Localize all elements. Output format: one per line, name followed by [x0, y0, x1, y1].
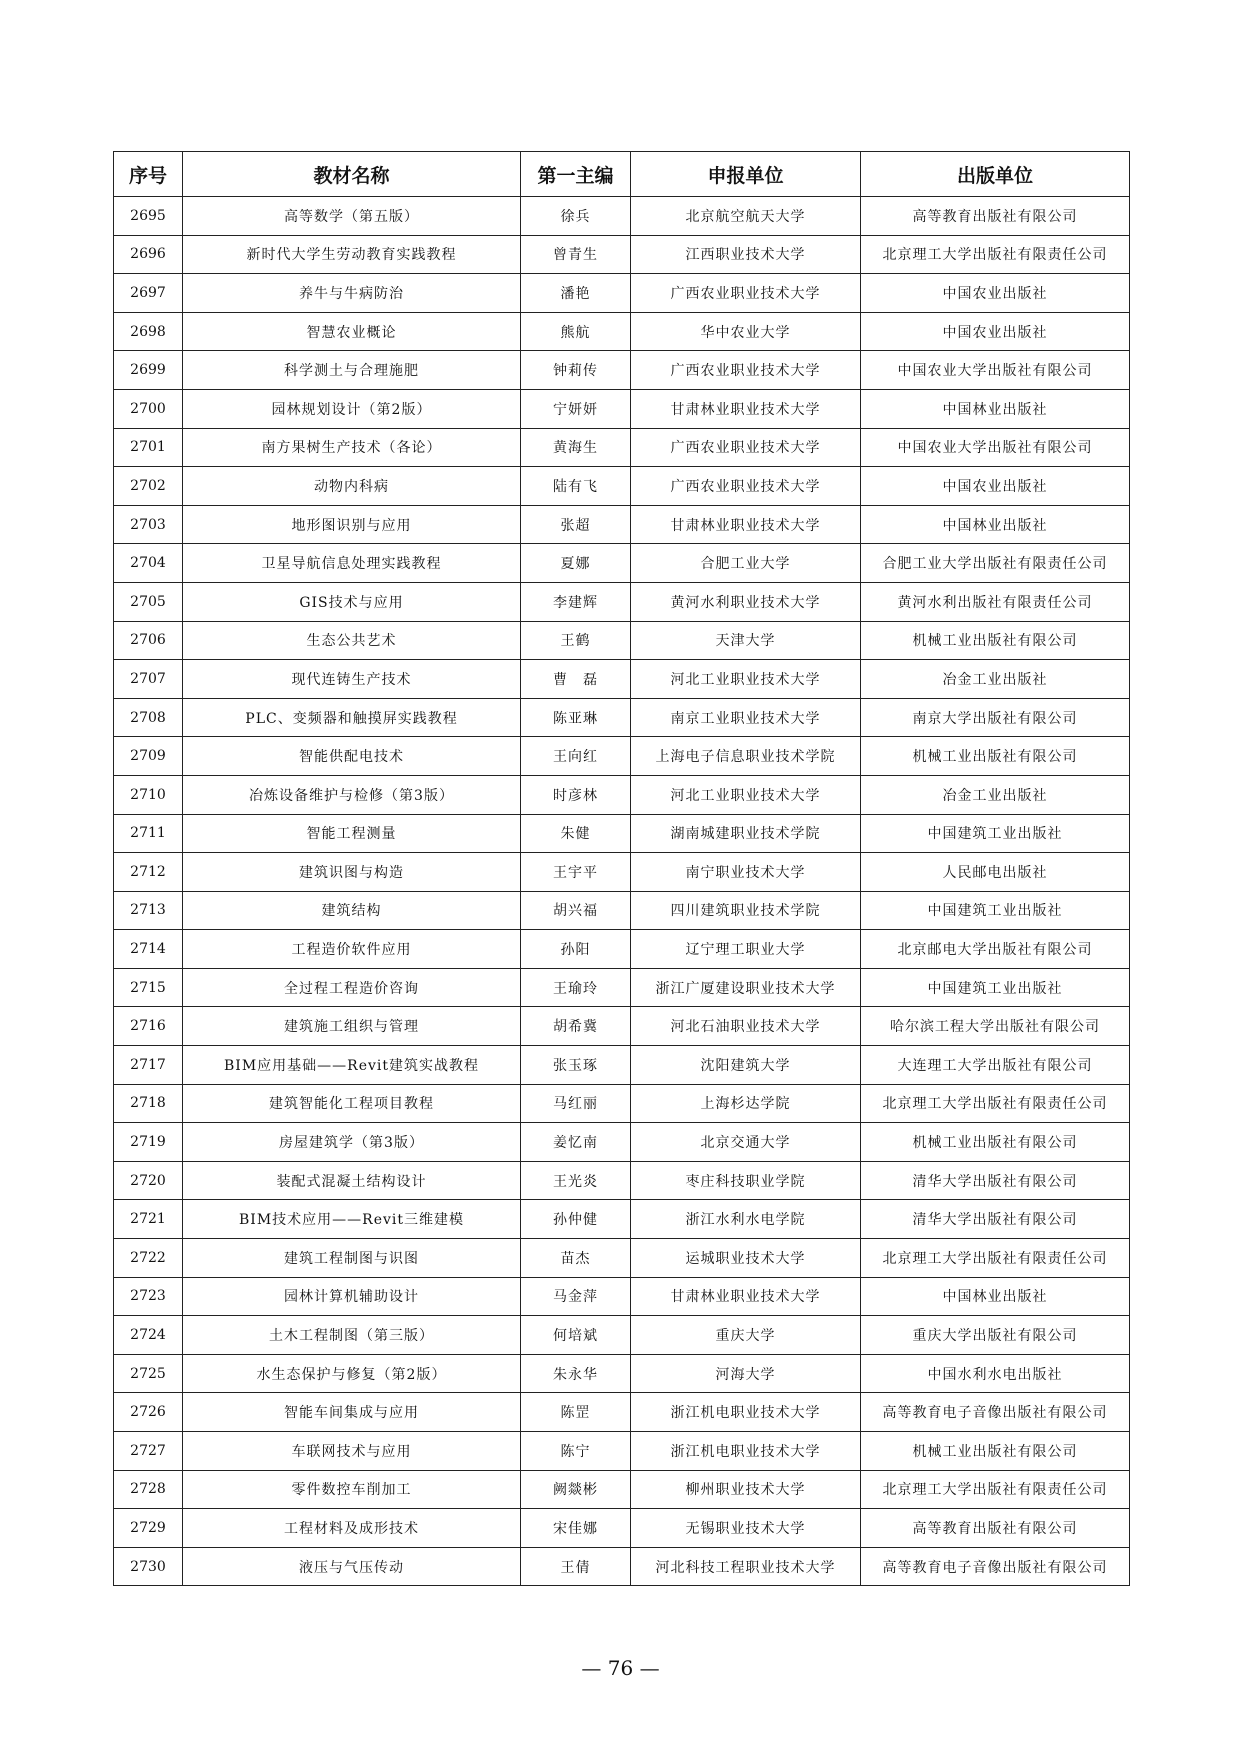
cell-textbook-title: 房屋建筑学（第3版） [183, 1123, 521, 1162]
table-row [114, 775, 1130, 814]
cell-chief-editor: 朱永华 [521, 1354, 631, 1393]
cell-chief-editor: 孙阳 [521, 930, 631, 969]
table-row [114, 1161, 1130, 1200]
cell-textbook-title: 零件数控车削加工 [183, 1470, 521, 1509]
cell-applying-institution: 浙江广厦建设职业技术大学 [631, 968, 861, 1007]
cell-publisher: 合肥工业大学出版社有限责任公司 [861, 544, 1130, 583]
cell-applying-institution: 广西农业职业技术大学 [631, 467, 861, 506]
table-row [114, 351, 1130, 390]
cell-publisher: 中国农业大学出版社有限公司 [861, 351, 1130, 390]
cell-chief-editor: 王倩 [521, 1547, 631, 1586]
cell-textbook-title: 建筑工程制图与识图 [183, 1239, 521, 1278]
table-row [114, 930, 1130, 969]
cell-applying-institution: 黄河水利职业技术大学 [631, 582, 861, 621]
cell-serial-number: 2713 [114, 891, 183, 930]
cell-publisher: 中国建筑工业出版社 [861, 891, 1130, 930]
cell-applying-institution: 北京交通大学 [631, 1123, 861, 1162]
cell-serial-number: 2730 [114, 1547, 183, 1586]
cell-applying-institution: 河北工业职业技术大学 [631, 775, 861, 814]
cell-chief-editor: 胡兴福 [521, 891, 631, 930]
cell-textbook-title: 现代连铸生产技术 [183, 660, 521, 699]
cell-chief-editor: 徐兵 [521, 197, 631, 236]
cell-applying-institution: 江西职业技术大学 [631, 235, 861, 274]
cell-publisher: 高等教育出版社有限公司 [861, 197, 1130, 236]
cell-publisher: 机械工业出版社有限公司 [861, 1432, 1130, 1471]
textbook-table [113, 151, 1130, 1586]
cell-serial-number: 2699 [114, 351, 183, 390]
cell-publisher: 中国农业出版社 [861, 274, 1130, 313]
cell-textbook-title: 建筑施工组织与管理 [183, 1007, 521, 1046]
cell-applying-institution: 四川建筑职业技术学院 [631, 891, 861, 930]
cell-chief-editor: 陈亚琳 [521, 698, 631, 737]
cell-chief-editor: 王鹤 [521, 621, 631, 660]
cell-applying-institution: 辽宁理工职业大学 [631, 930, 861, 969]
cell-serial-number: 2725 [114, 1354, 183, 1393]
cell-chief-editor: 张玉琢 [521, 1046, 631, 1085]
cell-serial-number: 2726 [114, 1393, 183, 1432]
cell-textbook-title: 园林规划设计（第2版） [183, 389, 521, 428]
table-row [114, 235, 1130, 274]
cell-chief-editor: 熊航 [521, 312, 631, 351]
cell-applying-institution: 华中农业大学 [631, 312, 861, 351]
cell-textbook-title: 智能车间集成与应用 [183, 1393, 521, 1432]
table-row [114, 1509, 1130, 1548]
cell-publisher: 黄河水利出版社有限责任公司 [861, 582, 1130, 621]
cell-serial-number: 2700 [114, 389, 183, 428]
table-row [114, 1354, 1130, 1393]
table-row [114, 274, 1130, 313]
cell-serial-number: 2701 [114, 428, 183, 467]
cell-publisher: 大连理工大学出版社有限公司 [861, 1046, 1130, 1085]
cell-textbook-title: PLC、变频器和触摸屏实践教程 [183, 698, 521, 737]
cell-serial-number: 2698 [114, 312, 183, 351]
cell-textbook-title: 南方果树生产技术（各论） [183, 428, 521, 467]
cell-applying-institution: 湖南城建职业技术学院 [631, 814, 861, 853]
cell-publisher: 北京理工大学出版社有限责任公司 [861, 235, 1130, 274]
cell-textbook-title: 地形图识别与应用 [183, 505, 521, 544]
cell-applying-institution: 甘肃林业职业技术大学 [631, 1277, 861, 1316]
cell-applying-institution: 上海杉达学院 [631, 1084, 861, 1123]
cell-textbook-title: 新时代大学生劳动教育实践教程 [183, 235, 521, 274]
table-row [114, 389, 1130, 428]
cell-serial-number: 2715 [114, 968, 183, 1007]
cell-applying-institution: 甘肃林业职业技术大学 [631, 389, 861, 428]
cell-textbook-title: 动物内科病 [183, 467, 521, 506]
table-body [114, 197, 1130, 1586]
cell-textbook-title: 装配式混凝土结构设计 [183, 1161, 521, 1200]
table-row [114, 698, 1130, 737]
cell-serial-number: 2717 [114, 1046, 183, 1085]
table-row [114, 505, 1130, 544]
cell-textbook-title: 工程造价软件应用 [183, 930, 521, 969]
cell-publisher: 机械工业出版社有限公司 [861, 1123, 1130, 1162]
cell-publisher: 高等教育出版社有限公司 [861, 1509, 1130, 1548]
table-row [114, 737, 1130, 776]
cell-serial-number: 2711 [114, 814, 183, 853]
cell-serial-number: 2720 [114, 1161, 183, 1200]
cell-chief-editor: 王向红 [521, 737, 631, 776]
cell-applying-institution: 运城职业技术大学 [631, 1239, 861, 1278]
table-row [114, 660, 1130, 699]
cell-applying-institution: 沈阳建筑大学 [631, 1046, 861, 1085]
cell-textbook-title: 生态公共艺术 [183, 621, 521, 660]
table-row [114, 197, 1130, 236]
cell-publisher: 冶金工业出版社 [861, 775, 1130, 814]
cell-publisher: 人民邮电出版社 [861, 853, 1130, 892]
cell-serial-number: 2716 [114, 1007, 183, 1046]
cell-applying-institution: 北京航空航天大学 [631, 197, 861, 236]
cell-applying-institution: 枣庄科技职业学院 [631, 1161, 861, 1200]
cell-chief-editor: 马红丽 [521, 1084, 631, 1123]
table-row [114, 1046, 1130, 1085]
cell-textbook-title: 智慧农业概论 [183, 312, 521, 351]
cell-applying-institution: 河北科技工程职业技术大学 [631, 1547, 861, 1586]
cell-applying-institution: 重庆大学 [631, 1316, 861, 1355]
cell-applying-institution: 合肥工业大学 [631, 544, 861, 583]
cell-applying-institution: 上海电子信息职业技术学院 [631, 737, 861, 776]
cell-serial-number: 2710 [114, 775, 183, 814]
cell-chief-editor: 马金萍 [521, 1277, 631, 1316]
cell-serial-number: 2695 [114, 197, 183, 236]
table-header [114, 152, 1130, 197]
cell-publisher: 清华大学出版社有限公司 [861, 1200, 1130, 1239]
cell-textbook-title: 建筑结构 [183, 891, 521, 930]
table-row [114, 582, 1130, 621]
cell-textbook-title: 智能工程测量 [183, 814, 521, 853]
table-row [114, 968, 1130, 1007]
cell-serial-number: 2696 [114, 235, 183, 274]
cell-publisher: 北京理工大学出版社有限责任公司 [861, 1239, 1130, 1278]
cell-publisher: 冶金工业出版社 [861, 660, 1130, 699]
header-row [114, 152, 1130, 197]
cell-textbook-title: 建筑识图与构造 [183, 853, 521, 892]
cell-publisher: 高等教育电子音像出版社有限公司 [861, 1393, 1130, 1432]
cell-textbook-title: 高等数学（第五版） [183, 197, 521, 236]
cell-chief-editor: 王光炎 [521, 1161, 631, 1200]
cell-textbook-title: 卫星导航信息处理实践教程 [183, 544, 521, 583]
table-row [114, 312, 1130, 351]
cell-serial-number: 2727 [114, 1432, 183, 1471]
cell-publisher: 北京理工大学出版社有限责任公司 [861, 1084, 1130, 1123]
cell-chief-editor: 李建辉 [521, 582, 631, 621]
table-row [114, 1007, 1130, 1046]
cell-publisher: 北京邮电大学出版社有限公司 [861, 930, 1130, 969]
cell-applying-institution: 广西农业职业技术大学 [631, 351, 861, 390]
cell-applying-institution: 广西农业职业技术大学 [631, 428, 861, 467]
cell-chief-editor: 阙燚彬 [521, 1470, 631, 1509]
cell-chief-editor: 时彦林 [521, 775, 631, 814]
cell-serial-number: 2707 [114, 660, 183, 699]
cell-textbook-title: 土木工程制图（第三版） [183, 1316, 521, 1355]
header-publisher: 出版单位 [861, 152, 1130, 197]
cell-chief-editor: 王瑜玲 [521, 968, 631, 1007]
cell-applying-institution: 河海大学 [631, 1354, 861, 1393]
table-row [114, 428, 1130, 467]
cell-textbook-title: 养牛与牛病防治 [183, 274, 521, 313]
cell-applying-institution: 浙江机电职业技术大学 [631, 1432, 861, 1471]
cell-chief-editor: 何培斌 [521, 1316, 631, 1355]
cell-chief-editor: 曹 磊 [521, 660, 631, 699]
cell-publisher: 哈尔滨工程大学出版社有限公司 [861, 1007, 1130, 1046]
cell-serial-number: 2714 [114, 930, 183, 969]
cell-publisher: 中国林业出版社 [861, 1277, 1130, 1316]
cell-textbook-title: 工程材料及成形技术 [183, 1509, 521, 1548]
cell-chief-editor: 陆有飞 [521, 467, 631, 506]
cell-publisher: 重庆大学出版社有限公司 [861, 1316, 1130, 1355]
cell-textbook-title: BIM技术应用——Revit三维建模 [183, 1200, 521, 1239]
cell-applying-institution: 浙江水利水电学院 [631, 1200, 861, 1239]
cell-serial-number: 2721 [114, 1200, 183, 1239]
cell-applying-institution: 河北工业职业技术大学 [631, 660, 861, 699]
cell-chief-editor: 朱健 [521, 814, 631, 853]
table-row [114, 544, 1130, 583]
table-row [114, 467, 1130, 506]
table-row [114, 1547, 1130, 1586]
table-row [114, 1239, 1130, 1278]
cell-textbook-title: 车联网技术与应用 [183, 1432, 521, 1471]
cell-publisher: 中国林业出版社 [861, 389, 1130, 428]
page-number: — 76 — [581, 1656, 660, 1680]
cell-textbook-title: 全过程工程造价咨询 [183, 968, 521, 1007]
table-row [114, 621, 1130, 660]
cell-publisher: 中国水利水电出版社 [861, 1354, 1130, 1393]
cell-textbook-title: 智能供配电技术 [183, 737, 521, 776]
header-applying-institution: 申报单位 [631, 152, 861, 197]
cell-chief-editor: 黄海生 [521, 428, 631, 467]
cell-applying-institution: 南京工业职业技术大学 [631, 698, 861, 737]
cell-serial-number: 2724 [114, 1316, 183, 1355]
cell-serial-number: 2718 [114, 1084, 183, 1123]
cell-applying-institution: 广西农业职业技术大学 [631, 274, 861, 313]
cell-textbook-title: 园林计算机辅助设计 [183, 1277, 521, 1316]
table-row [114, 891, 1130, 930]
cell-textbook-title: 冶炼设备维护与检修（第3版） [183, 775, 521, 814]
cell-chief-editor: 宁妍妍 [521, 389, 631, 428]
header-serial-number: 序号 [114, 152, 183, 197]
table-row [114, 1316, 1130, 1355]
header-textbook-title: 教材名称 [183, 152, 521, 197]
cell-publisher: 机械工业出版社有限公司 [861, 621, 1130, 660]
cell-applying-institution: 河北石油职业技术大学 [631, 1007, 861, 1046]
cell-serial-number: 2702 [114, 467, 183, 506]
cell-chief-editor: 张超 [521, 505, 631, 544]
cell-serial-number: 2708 [114, 698, 183, 737]
cell-serial-number: 2722 [114, 1239, 183, 1278]
cell-textbook-title: BIM应用基础——Revit建筑实战教程 [183, 1046, 521, 1085]
cell-applying-institution: 无锡职业技术大学 [631, 1509, 861, 1548]
cell-serial-number: 2712 [114, 853, 183, 892]
cell-textbook-title: 水生态保护与修复（第2版） [183, 1354, 521, 1393]
cell-serial-number: 2697 [114, 274, 183, 313]
cell-applying-institution: 浙江机电职业技术大学 [631, 1393, 861, 1432]
cell-applying-institution: 南宁职业技术大学 [631, 853, 861, 892]
cell-chief-editor: 姜忆南 [521, 1123, 631, 1162]
table-row [114, 1200, 1130, 1239]
cell-serial-number: 2705 [114, 582, 183, 621]
table-row [114, 1123, 1130, 1162]
cell-publisher: 中国农业出版社 [861, 467, 1130, 506]
cell-textbook-title: GIS技术与应用 [183, 582, 521, 621]
table-row [114, 1470, 1130, 1509]
cell-publisher: 北京理工大学出版社有限责任公司 [861, 1470, 1130, 1509]
cell-textbook-title: 液压与气压传动 [183, 1547, 521, 1586]
cell-chief-editor: 潘艳 [521, 274, 631, 313]
cell-chief-editor: 钟莉传 [521, 351, 631, 390]
cell-publisher: 中国建筑工业出版社 [861, 968, 1130, 1007]
cell-serial-number: 2709 [114, 737, 183, 776]
table-row [114, 814, 1130, 853]
cell-publisher: 高等教育电子音像出版社有限公司 [861, 1547, 1130, 1586]
cell-publisher: 南京大学出版社有限公司 [861, 698, 1130, 737]
cell-applying-institution: 柳州职业技术大学 [631, 1470, 861, 1509]
cell-chief-editor: 曾青生 [521, 235, 631, 274]
cell-textbook-title: 建筑智能化工程项目教程 [183, 1084, 521, 1123]
cell-publisher: 中国建筑工业出版社 [861, 814, 1130, 853]
cell-serial-number: 2704 [114, 544, 183, 583]
cell-publisher: 中国林业出版社 [861, 505, 1130, 544]
cell-chief-editor: 胡希冀 [521, 1007, 631, 1046]
cell-applying-institution: 甘肃林业职业技术大学 [631, 505, 861, 544]
cell-chief-editor: 王宇平 [521, 853, 631, 892]
cell-chief-editor: 陈宁 [521, 1432, 631, 1471]
table-row [114, 1432, 1130, 1471]
table-row [114, 1277, 1130, 1316]
cell-chief-editor: 宋佳娜 [521, 1509, 631, 1548]
cell-publisher: 中国农业出版社 [861, 312, 1130, 351]
table-row [114, 1393, 1130, 1432]
table-row [114, 853, 1130, 892]
cell-chief-editor: 夏娜 [521, 544, 631, 583]
cell-publisher: 机械工业出版社有限公司 [861, 737, 1130, 776]
cell-applying-institution: 天津大学 [631, 621, 861, 660]
cell-serial-number: 2723 [114, 1277, 183, 1316]
cell-serial-number: 2703 [114, 505, 183, 544]
cell-chief-editor: 陈罡 [521, 1393, 631, 1432]
header-chief-editor: 第一主编 [521, 152, 631, 197]
cell-chief-editor: 孙仲健 [521, 1200, 631, 1239]
cell-serial-number: 2706 [114, 621, 183, 660]
table-row [114, 1084, 1130, 1123]
cell-publisher: 清华大学出版社有限公司 [861, 1161, 1130, 1200]
cell-chief-editor: 苗杰 [521, 1239, 631, 1278]
cell-serial-number: 2728 [114, 1470, 183, 1509]
cell-serial-number: 2719 [114, 1123, 183, 1162]
cell-serial-number: 2729 [114, 1509, 183, 1548]
cell-publisher: 中国农业大学出版社有限公司 [861, 428, 1130, 467]
cell-textbook-title: 科学测土与合理施肥 [183, 351, 521, 390]
